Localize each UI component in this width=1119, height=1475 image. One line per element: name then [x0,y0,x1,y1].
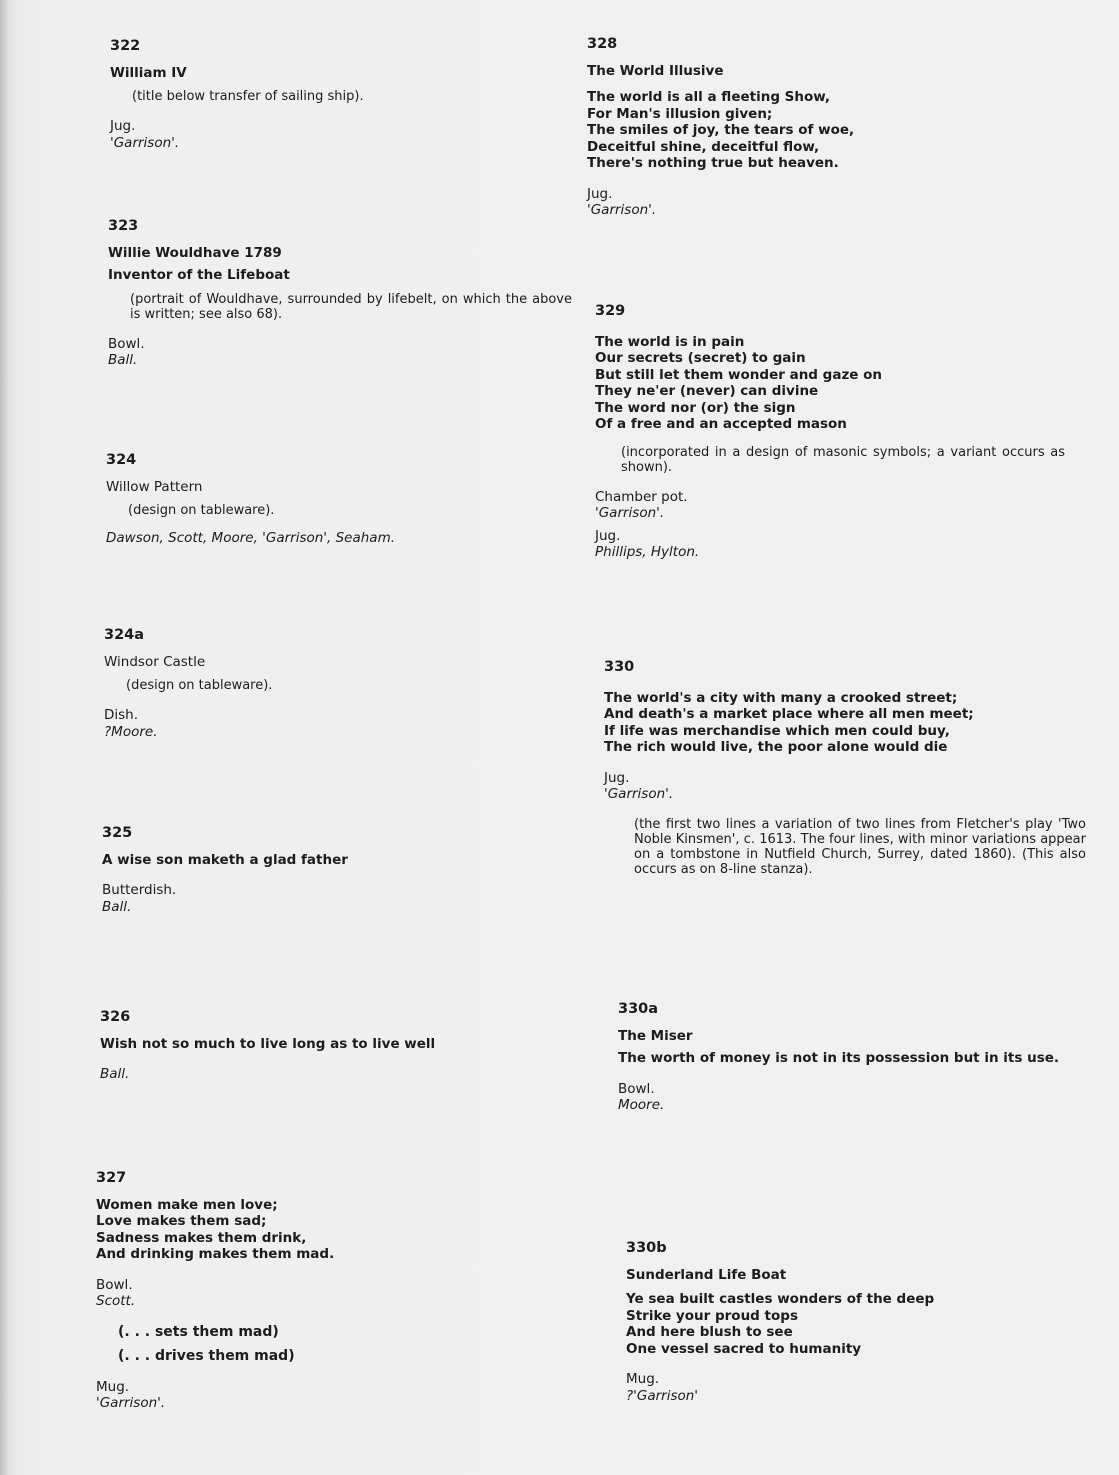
entry-number: 325 [102,825,133,841]
entry-title: Willie Wouldhave 1789 [108,244,282,261]
entry-poem-line: The word nor (or) the sign [595,399,796,416]
entry-poem-line: The rich would live, the poor alone would die [604,739,948,755]
entry-poem-line: The smiles of joy, the tears of woe, [587,122,855,138]
entry-object-2: Jug. [595,527,621,544]
entry-number: 329 [595,303,626,319]
entry-variant: (. . . sets them mad) [118,1323,279,1340]
entry-object: Dish. [104,707,139,723]
entry-maker: 'Garrison'. [110,134,180,151]
entry-title: The Miser [618,1027,693,1044]
entry-maker-2: Phillips, Hylton. [595,544,700,560]
page-binding-edge [0,0,8,1475]
entry-number: 330 [604,659,635,675]
entry-poem-line: And here blush to see [626,1324,793,1340]
entry-title: Willow Pattern [106,478,203,495]
entry-maker-2: 'Garrison'. [96,1395,166,1411]
entry-poem: The worth of money is not in its possession but in its use. [618,1050,1060,1066]
entry-poem-line: There's nothing true but heaven. [587,155,839,171]
entry-object: Bowl. [108,335,145,352]
entry-number: 327 [96,1170,127,1186]
entry-number: 323 [108,218,139,234]
entry-maker: Ball. [100,1066,130,1082]
entry-poem-line: And drinking makes them mad. [96,1246,335,1262]
entry-poem-line: The world is all a fleeting Show, [587,89,831,105]
entry-object-2: Mug. [96,1378,130,1395]
entry-maker: Moore. [618,1097,665,1113]
entry-number: 324 [106,452,137,468]
entry-maker: ?Moore. [104,723,158,740]
entry-325 [102,825,542,915]
entry-poem-line: But still let them wonder and gaze on [595,366,883,383]
entry-object: Chamber pot. [595,488,688,505]
entry-title: Wish not so much to live long as to live well [100,1035,436,1052]
entry-poem-line: Women make men love; [96,1196,278,1213]
entry-324a [104,627,544,740]
entry-poem-line: And death's a market place where all men meet; [604,706,974,722]
entry-327 [96,1170,536,1412]
entry-object: Butterdish. [102,882,177,898]
entry-330b [626,1240,1086,1404]
entry-poem-line: Sadness makes them drink, [96,1229,307,1246]
entry-poem-line: Of a free and an accepted mason [595,416,847,432]
entry-title: William IV [110,64,187,81]
entry-328 [587,36,1057,219]
entry-number: 328 [587,36,618,52]
entry-poem-line: Ye sea built castles wonders of the deep [626,1291,935,1307]
entry-maker: 'Garrison'. [587,202,657,218]
entry-number: 330a [618,1001,659,1017]
entry-maker: ?'Garrison' [626,1387,699,1404]
entry-poem-line: Our secrets (secret) to gain [595,350,806,366]
entry-title: A wise son maketh a glad father [102,851,348,868]
entry-note: (title below transfer of sailing ship). [132,89,364,104]
entry-poem-line: They ne'er (never) can divine [595,383,819,399]
entry-number: 330b [626,1240,667,1256]
entry-title: Windsor Castle [104,653,206,670]
entry-object: Bowl. [618,1080,655,1097]
entry-maker: 'Garrison'. [595,505,665,521]
entry-note: (design on tableware). [128,503,275,518]
entry-326 [100,1009,540,1083]
entry-poem-line: For Man's illusion given; [587,105,773,122]
entry-number: 326 [100,1009,131,1025]
entry-note: (design on tableware). [126,678,273,693]
entry-poem-line: If life was merchandise which men could buy, [604,722,950,739]
entry-title: The World Illusive [587,62,724,79]
entry-object: Mug. [626,1371,660,1387]
entry-poem-line: Deceitful shine, deceitful flow, [587,138,820,155]
entry-322 [110,38,550,151]
entry-object: Jug. [604,769,630,786]
entry-object: Jug. [110,118,136,134]
entry-330 [604,659,1086,877]
entry-makers: Dawson, Scott, Moore, 'Garrison', Seaham. [106,530,396,546]
entry-object: Jug. [587,185,613,202]
entry-poem-line: The world is in pain [595,333,745,350]
entry-variant: (. . . drives them mad) [118,1348,295,1364]
entry-maker: Scott. [96,1293,136,1309]
entry-title: Sunderland Life Boat [626,1266,787,1283]
entry-note: (the first two lines a variation of two lines from Fletcher's play 'Two Noble Kinsmen', c. 1613. The four lines, with minor variations appear on a tombstone in Nutfield Church, Surrey, dated 1860). (This also occurs as on 8-line stanza). [634,816,1086,877]
entry-330a [618,1001,1088,1114]
entry-323 [108,218,572,369]
entry-note: (incorporated in a design of masonic symbols; a variant occurs as shown). [621,444,1065,475]
entry-poem-line: The world's a city with many a crooked street; [604,689,958,706]
entry-maker: Ball. [108,352,138,368]
entry-poem-line: One vessel sacred to humanity [626,1340,862,1357]
entry-329 [595,303,1065,561]
entry-maker: Ball. [102,898,132,915]
entry-poem-line: Love makes them sad; [96,1213,267,1229]
entry-poem-line: Strike your proud tops [626,1307,798,1324]
entry-number: 322 [110,38,141,54]
entry-object: Bowl. [96,1276,133,1293]
entry-324 [106,452,546,547]
entry-number: 324a [104,627,145,643]
entry-note: (portrait of Wouldhave, surrounded by lifebelt, on which the above is written; see also 68). [130,291,572,322]
entry-subtitle: Inventor of the Lifeboat [108,267,290,283]
entry-maker: 'Garrison'. [604,786,674,802]
